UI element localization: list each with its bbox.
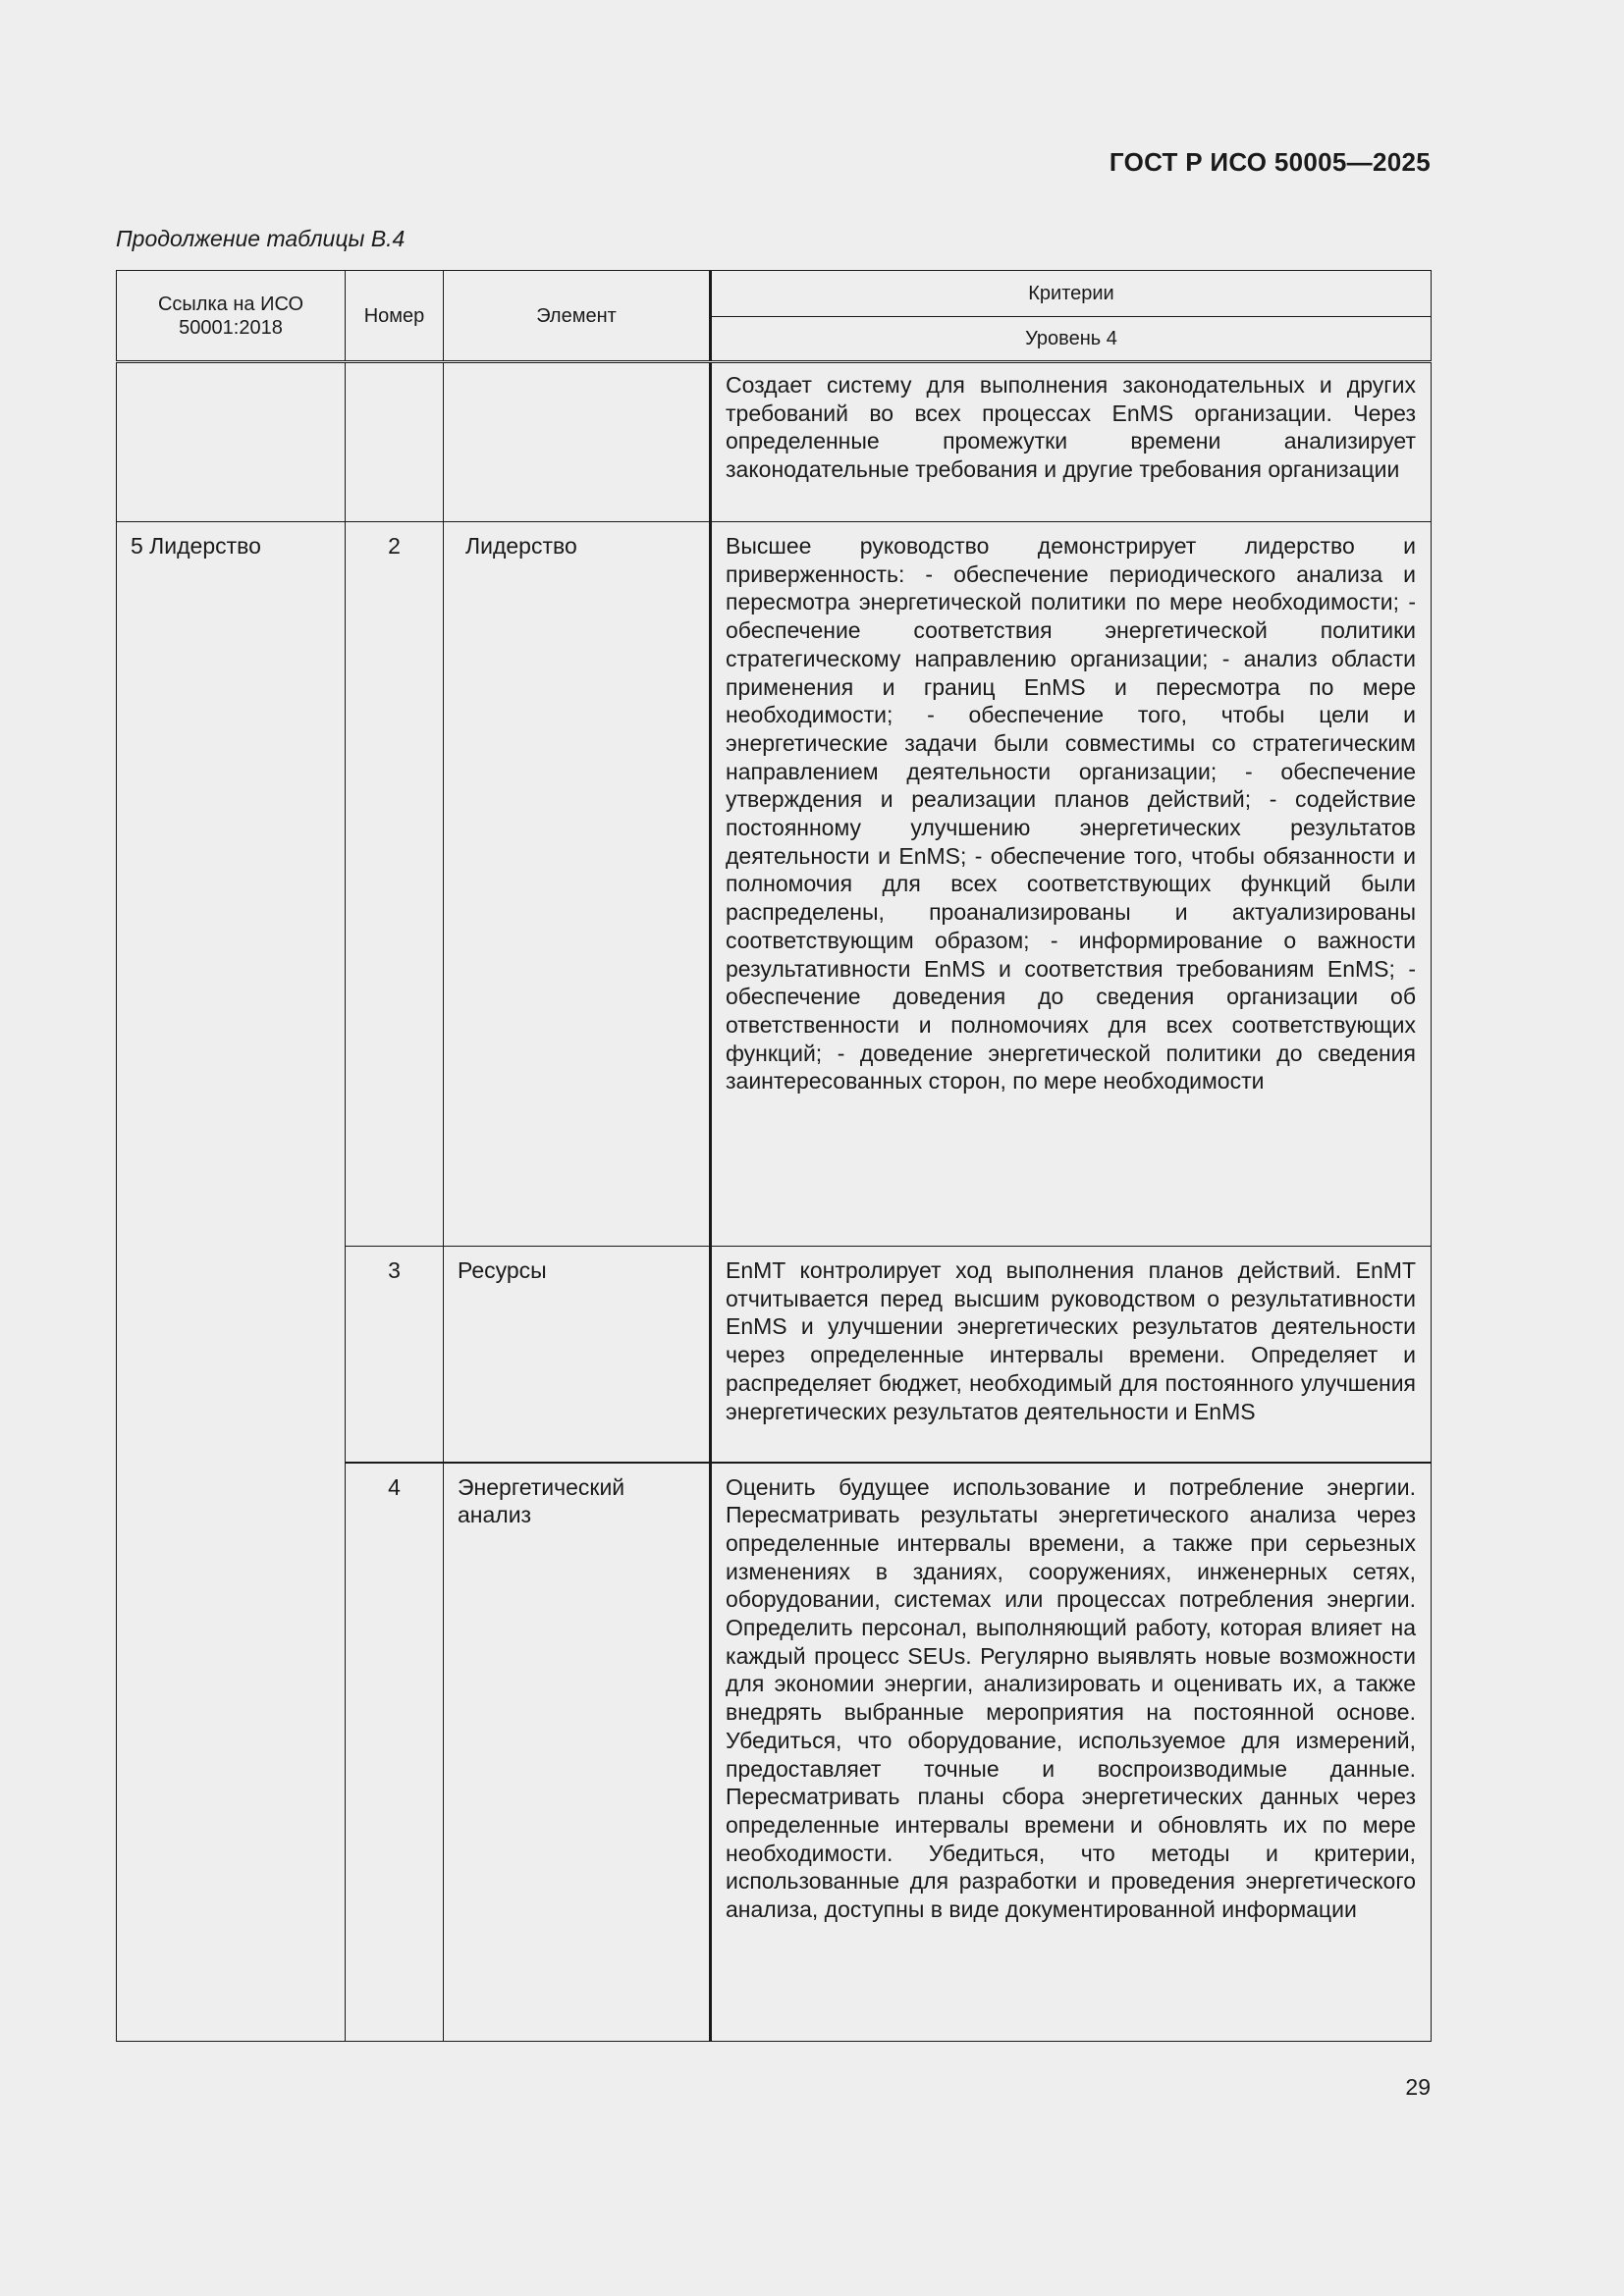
row-element: Ресурсы bbox=[444, 1247, 711, 1463]
table-row bbox=[117, 522, 1432, 1247]
row-criteria: Оценить будущее использование и потребление энергии. Пересматривать результаты энергетического анализа через определенные интервалы времени, а также при серьезных изменениях в зданиях, сооружениях, инженерных сетях, оборудовании, системах или процессах потребления энергии. Определить персонал, выполняющий работу, которая влияет на каждый процесс SEUs. Регулярно выявлять новые возможности для экономии энергии, анализировать и оценивать их, а также внедрять выбранные мероприятия на постоянной основе. Убедиться, что оборудование, используемое для измерений, предоставляет точные и воспроизводимые данные. Пересматривать планы сбора энергетических данных через определенные интервалы времени и обновлять их по мере необходимости. Убедиться, что методы и критерии, использованные для разработки и проведения энергетического анализа, доступны в виде документированной информации bbox=[711, 1463, 1432, 2042]
header-number: Номер bbox=[346, 271, 444, 362]
row-reference bbox=[117, 362, 346, 522]
row-criteria: EnMT контролирует ход выполнения планов действий. EnMT отчитывается перед высшим руководством о результативности EnMS и улучшении энергетических результатов деятельности через определенные интервалы времени. Определяет и распределяет бюджет, необходимый для постоянного улучшения энергетических результатов деятельности и EnMS bbox=[711, 1247, 1432, 1463]
row-number: 3 bbox=[346, 1247, 444, 1463]
row-number: 2 bbox=[346, 522, 444, 1247]
row-criteria: Высшее руководство демонстрирует лидерство и приверженность: - обеспечение периодического анализа и пересмотра энергетической политики по мере необходимости; - обеспечение соответствия энергетической политики стратегическому направлению организации; - анализ области применения и границ EnMS и пересмотра по мере необходимости; - обеспечение того, чтобы цели и энергетические задачи были совместимы со стратегическим направлением деятельности организации; - обеспечение утверждения и реализации планов действий; - содействие постоянному улучшению энергетических результатов деятельности и EnMS; - обеспечение того, чтобы обязанности и полномочия для всех соответствующих функций были распределены, проанализированы и актуализированы соответствующим образом; - информирование о важности результативности EnMS и соответствия требованиям EnMS; - обеспечение доведения до сведения организации об ответственности и полномочиях для всех соответствующих функций; - доведение энергетической политики до сведения заинтересованных сторон, по мере необходимости bbox=[711, 522, 1432, 1247]
header-criteria: Критерии bbox=[711, 271, 1432, 317]
row-element bbox=[444, 362, 711, 522]
row-element: Лидерство bbox=[444, 522, 711, 1247]
criteria-table bbox=[116, 270, 1432, 2042]
page-number: 29 bbox=[1405, 2074, 1431, 2100]
header-element: Элемент bbox=[444, 271, 711, 362]
header-reference: Ссылка на ИСО 50001:2018 bbox=[117, 271, 346, 362]
row-number bbox=[346, 362, 444, 522]
table-header-row bbox=[117, 271, 1432, 317]
table-caption: Продолжение таблицы В.4 bbox=[116, 226, 406, 251]
row-number: 4 bbox=[346, 1463, 444, 2042]
row-reference: 5 Лидерство bbox=[117, 522, 346, 2042]
table-row bbox=[117, 362, 1432, 522]
row-criteria: Создает систему для выполнения законодательных и других требований во всех процессах EnMS организации. Через определенные промежутки времени анализирует законодательные требования и другие требования организации bbox=[711, 362, 1432, 522]
row-element: Энергетический анализ bbox=[444, 1463, 711, 2042]
document-standard-header: ГОСТ Р ИСО 50005—2025 bbox=[1109, 147, 1431, 177]
header-level: Уровень 4 bbox=[711, 317, 1432, 362]
